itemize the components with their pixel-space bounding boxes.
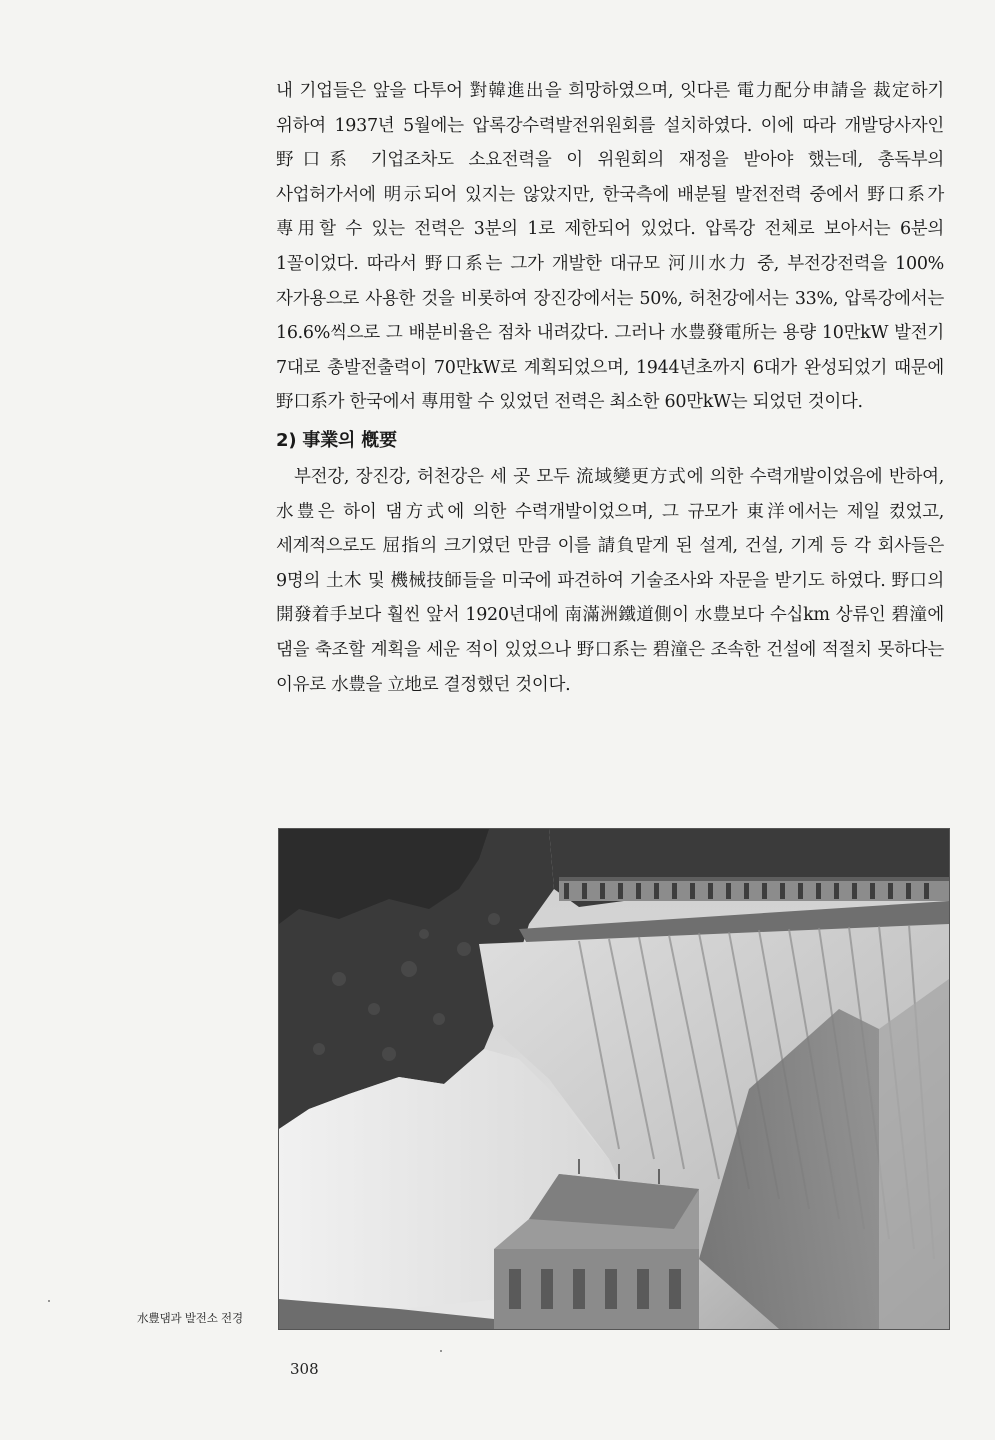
dam-photo bbox=[278, 828, 950, 1330]
dam-photo-illustration bbox=[279, 829, 949, 1329]
scan-speck bbox=[48, 1300, 50, 1302]
body-paragraph-1: 내 기업들은 앞을 다투어 對韓進出을 희망하였으며, 잇다른 電力配分申請을 裁定하기 위하여 1937년 5월에는 압록강수력발전위원회를 설치하였다. 이에 따라 개발당사자인 野口系 기업조차도 소요전력을 이 위원회의 재정을 받아야 했는데, 총독부의 사업허가서에 明示되어 있지는 않았지만, 한국측에 배분될 발전전력 중에서 野口系가 專用할 수 있는 전력은 3분의 1로 제한되어 있었다. 압록강 전체로 보아서는 6분의 1꼴이었다. 따라서 野口系는 그가 개발한 대규모 河川水力 중, 부전강전력을 100% 자가용으로 사용한 것을 비롯하여 장진강에서는 50%, 허천강에서는 33%, 압록강에서는 16.6%씩으로 그 배분비율은 점차 내려갔다. 그러나 水豊發電所는 용량 10만kW 발전기 7대로 총발전출력이 70만kW로 계획되었으며, 1944년초까지 6대가 완성되었기 때문에 野口系가 한국에서 專用할 수 있었던 전력은 최소한 60만kW는 되었던 것이다. bbox=[276, 81, 944, 413]
scan-speck bbox=[440, 1350, 442, 1352]
page-number: 308 bbox=[290, 1360, 319, 1378]
main-text-column bbox=[276, 74, 944, 702]
photo-caption: 水豊댐과 발전소 전경 bbox=[137, 1311, 243, 1325]
section-heading: 2) 事業의 槪要 bbox=[276, 429, 397, 451]
body-paragraph-2: 부전강, 장진강, 허천강은 세 곳 모두 流域變更方式에 의한 수력개발이었음에 반하여, 水豊은 하이 댐方式에 의한 수력개발이었으며, 그 규모가 東洋에서는 제일 컸었고, 세계적으로도 屈指의 크기였던 만큼 이를 請負맡게 된 설계, 건설, 기계 등 각 회사들은 9명의 土木 및 機械技師들을 미국에 파견하여 기술조사와 자문을 받기도 하였다. 野口의 開發着手보다 훨씬 앞서 1920년대에 南滿洲鐵道側이 水豊보다 수십km 상류인 碧潼에 댐을 축조할 계획을 세운 적이 있었으나 野口系는 碧潼은 조속한 건설에 적절치 못하다는 이유로 水豊을 立地로 결정했던 것이다. bbox=[276, 466, 944, 695]
